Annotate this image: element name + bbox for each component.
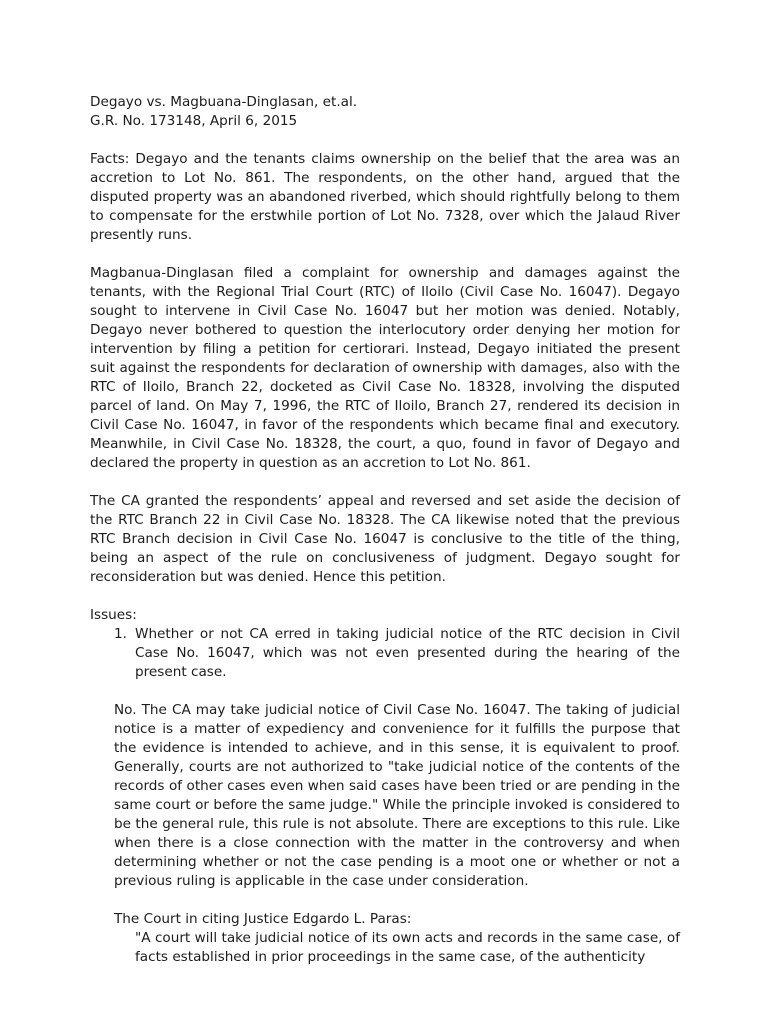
issue-text: Whether or not CA erred in taking judicial notice of the RTC decision in Civil Case No. 16047, which was not even presented during the hearing of the present case. (135, 626, 680, 680)
issue-number: 1. (114, 626, 127, 642)
case-title: Degayo vs. Magbuana-Dinglasan, et.al. (90, 94, 358, 110)
ca-decision-paragraph: The CA granted the respondents’ appeal and reversed and set aside the decision of the RTC Branch 22 in Civil Case No. 18328. The CA likewise noted that the previous RTC Branch decision in Civil Case No. 16047 is conclusive to the title of the thing, being an aspect of the rule on conclusiveness of judgment. Degayo sought for reconsideration but was denied. Hence this petition. (90, 493, 680, 585)
ruling-paragraph: No. The CA may take judicial notice of Civil Case No. 16047. The taking of judicial notice is a matter of expediency and convenience for it fulfills the purpose that the evidence is intended to achieve, and in this sense, it is equivalent to proof. Generally, courts are not authorized to "take judicial notice of the contents of the records of other cases even when said cases have been tried or are pending in the same court or before the same judge." While the principle invoked is considered to be the general rule, this rule is not absolute. There are exceptions to this rule. Like when there is a close connection with the matter in the controversy and when determining whether or not the case pending is a moot one or whether or not a previous ruling is applicable in the case under consideration. (114, 702, 680, 889)
quoted-text: "A court will take judicial notice of its own acts and records in the same case, of facts established in prior proceedings in the same case, of the authenticity (135, 930, 680, 965)
issues-section (90, 606, 680, 682)
issues-heading: Issues: (90, 607, 137, 623)
citation-intro: The Court in citing Justice Edgardo L. Paras: (114, 911, 412, 927)
document-body (90, 93, 680, 967)
procedural-history-paragraph: Magbanua-Dinglasan filed a complaint for ownership and damages against the tenants, with the Regional Trial Court (RTC) of Iloilo (Civil Case No. 16047). Degayo sought to intervene in Civil Case No. 16047 but her motion was denied. Notably, Degayo never bothered to question the interlocutory order denying her motion for intervention by filing a petition for certiorari. Instead, Degayo initiated the present suit against the respondents for declaration of ownership with damages, also with the RTC of Iloilo, Branch 22, docketed as Civil Case No. 18328, involving the disputed parcel of land. On May 7, 1996, the RTC of Iloilo, Branch 27, rendered its decision in Civil Case No. 16047, in favor of the respondents which became final and executory. Meanwhile, in Civil Case No. 18328, the court, a quo, found in favor of Degayo and declared the property in question as an accretion to Lot No. 861. (90, 265, 680, 471)
issue-item (114, 625, 680, 682)
facts-paragraph: Facts: Degayo and the tenants claims ownership on the belief that the area was an accretion to Lot No. 861. The respondents, on the other hand, argued that the disputed property was an abandoned riverbed, which should rightfully belong to them to compensate for the erstwhile portion of Lot No. 7328, over which the Jalaud River presently runs. (90, 151, 680, 243)
case-reference: G.R. No. 173148, April 6, 2015 (90, 113, 298, 129)
